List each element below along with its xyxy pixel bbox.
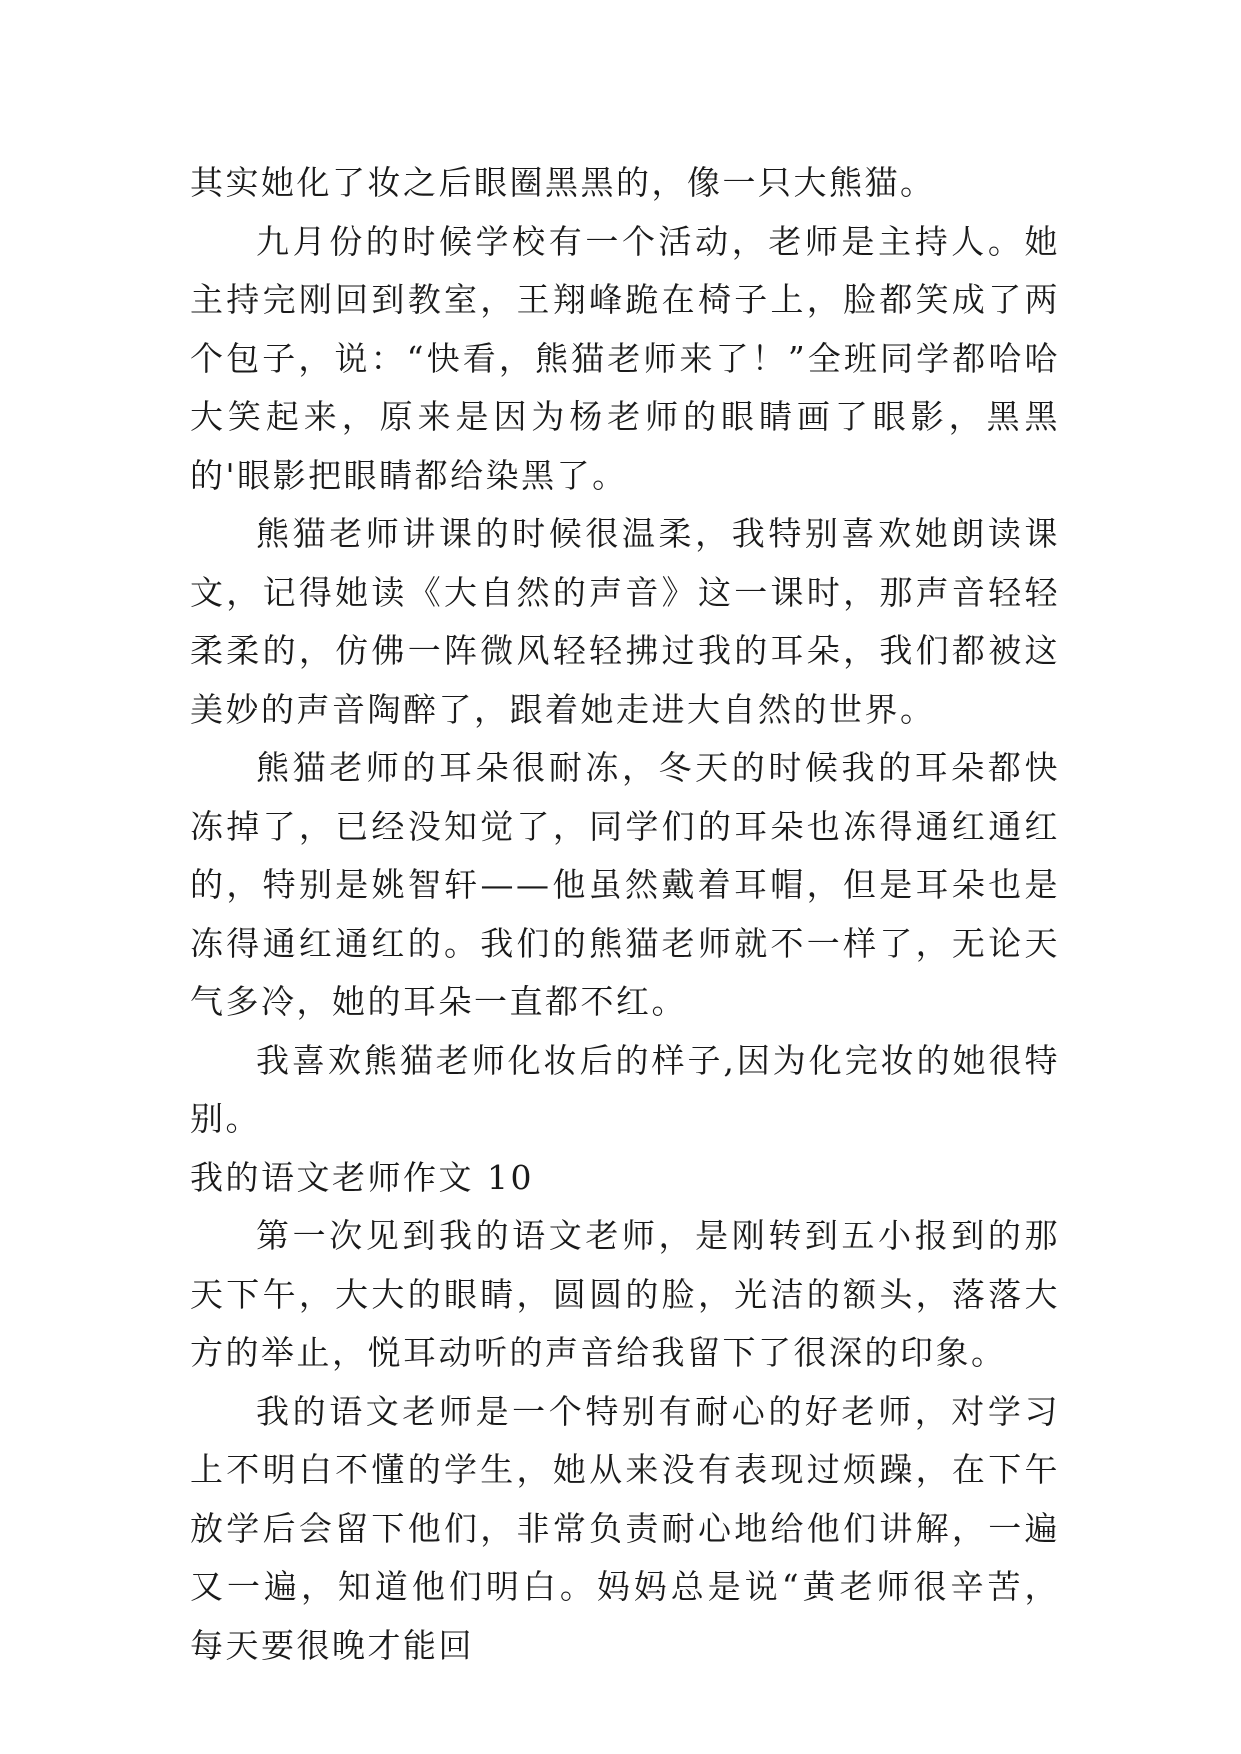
paragraph: 九月份的时候学校有一个活动，老师是主持人。她主持完刚回到教室，王翔峰跪在椅子上，脸都笑成了两个包子，说：“快看，熊猫老师来了！”全班同学都哈哈大笑起来，原来是因为杨老师的眼睛画了眼影，黑黑的'眼影把眼睛都给染黑了。 [190,221,1060,495]
document-body [190,154,1060,1675]
paragraph: 熊猫老师讲课的时候很温柔，我特别喜欢她朗读课文，记得她读《大自然的声音》这一课时，那声音轻轻柔柔的，仿佛一阵微风轻轻拂过我的耳朵，我们都被这美妙的声音陶醉了，跟着她走进大自然的世界。 [190,514,1060,729]
paragraph: 第一次见到我的语文老师，是刚转到五小报到的那天下午，大大的眼睛，圆圆的脸，光洁的额头，落落大方的举止，悦耳动听的声音给我留下了很深的印象。 [190,1216,1060,1372]
paragraph: 熊猫老师的耳朵很耐冻，冬天的时候我的耳朵都快冻掉了，已经没知觉了，同学们的耳朵也冻得通红通红的，特别是姚智轩——他虽然戴着耳帽，但是耳朵也是冻得通红通红的。我们的熊猫老师就不一样了，无论天气多冷，她的耳朵一直都不红。 [190,748,1060,1021]
paragraph: 我喜欢熊猫老师化妆后的样子,因为化完妆的她很特别。 [190,1040,1060,1138]
essay-heading: 我的语文老师作文 10 [190,1157,534,1197]
paragraph-continuation: 其实她化了妆之后眼圈黑黑的，像一只大熊猫。 [190,163,936,202]
paragraph: 我的语文老师是一个特别有耐心的好老师，对学习上不明白不懂的学生，她从来没有表现过烦躁，在下午放学后会留下他们，非常负责耐心地给他们讲解，一遍又一遍，知道他们明白。妈妈总是说“黄老师很辛苦，每天要很晚才能回 [190,1391,1060,1665]
